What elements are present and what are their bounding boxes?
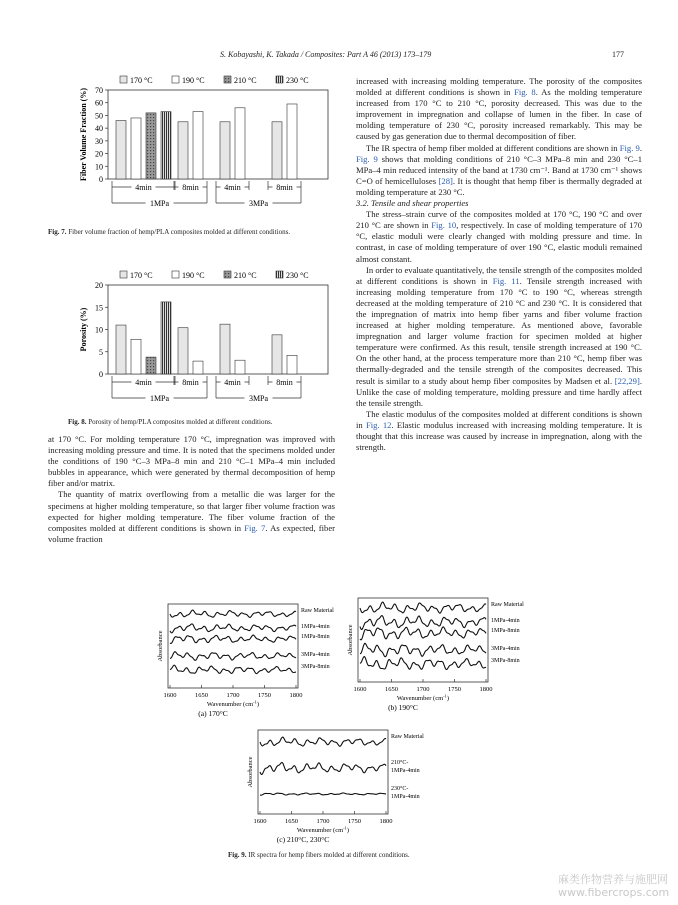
fig7-y-tick-label: 60 bbox=[95, 98, 103, 108]
fig7-y-tick-label: 0 bbox=[99, 175, 103, 184]
fig7-legend-label: 170 °C bbox=[130, 76, 153, 85]
ir-trace-label: Raw Material bbox=[301, 608, 334, 614]
ir-x-tick-label: 1750 bbox=[448, 686, 461, 693]
fig7-bar bbox=[220, 122, 230, 179]
fig8-caption bbox=[68, 418, 348, 427]
fig7-bar bbox=[178, 122, 188, 179]
ir-x-tick-label: 1700 bbox=[316, 818, 330, 825]
fig7-pressure-label: 3MPa bbox=[248, 199, 269, 208]
fig7-y-tick-label: 50 bbox=[95, 111, 103, 121]
fig8-y-axis-label: Porosity (%) bbox=[79, 307, 88, 352]
fig9-panel-a bbox=[150, 598, 350, 722]
fig7-legend-swatch bbox=[224, 76, 231, 83]
fig7-group-label: 8min bbox=[276, 183, 293, 192]
fig7-bar bbox=[116, 121, 126, 179]
right-p1-text-b: . As the molding temperature increased from 170 °C to 210 °C, porosity decreased. This was due to the improvement in impregnation and collapse of lumen in the fiber. In case of molding temperature of 230 °C, porosity increased remarkably. This may be caused by gas generation due to thermal decomposition of fiber. bbox=[356, 87, 643, 142]
fig9-caption bbox=[228, 851, 548, 860]
ir-y-axis-label: Absorbance bbox=[347, 624, 354, 656]
fig7-bar bbox=[193, 112, 203, 179]
fig7-y-tick-label: 40 bbox=[95, 124, 103, 134]
left-p2-text-b: . As expected, fiber volume fraction bbox=[48, 522, 335, 544]
fig8-y-tick-label: 15 bbox=[95, 303, 103, 313]
right-column-text bbox=[356, 76, 642, 453]
ir-trace-label: 3MPa-8min bbox=[491, 658, 520, 664]
right-paragraph-4 bbox=[356, 265, 642, 409]
fig8-legend-label: 230 °C bbox=[286, 271, 309, 280]
fig7-y-axis-label: Fiber Volume Fraction (%) bbox=[79, 88, 88, 181]
ir-x-tick-label: 1600 bbox=[253, 818, 267, 825]
ref-28-link[interactable]: [28] bbox=[438, 175, 453, 186]
right-paragraph-1 bbox=[356, 76, 642, 143]
right-p4-text-a: In order to evaluate quantitatively, the tensile strength of the composites molded at different conditions is shown in bbox=[356, 264, 642, 286]
fig8-bar bbox=[161, 302, 171, 374]
fig7-legend-swatch bbox=[120, 76, 127, 83]
ir-y-axis-label: Absorbance bbox=[247, 756, 254, 788]
right-p2-text-b: shows that molding conditions of 210 °C–3 MPa–8 min and 230 °C–1 MPa–4 min reduced intensity of the band at 1730 cm⁻¹. Band at 1730 cm⁻¹ shows C=O of hemicelluloses bbox=[356, 153, 642, 186]
right-p5-text-b: . Elastic modulus increased with increasing molding temperature. It is thought that this increase was caused by increase in impregnation, along with the strength. bbox=[356, 419, 642, 453]
ir-panel-subtitle: (a) 170°C bbox=[198, 709, 228, 718]
fig8-bar bbox=[193, 361, 203, 374]
fig9-panel-c bbox=[240, 724, 440, 848]
ir-trace-label: 1MPa-8min bbox=[301, 634, 330, 640]
fig7-y-tick-label: 10 bbox=[95, 162, 103, 172]
fig8-group-label: 8min bbox=[276, 378, 293, 387]
fig8-bar bbox=[131, 339, 141, 374]
ir-x-tick-label: 1700 bbox=[226, 692, 240, 699]
ref-22-29-link[interactable]: [22,29] bbox=[614, 375, 640, 386]
ir-x-tick-label: 1800 bbox=[379, 818, 393, 825]
ir-x-tick-label: 1650 bbox=[285, 818, 298, 825]
fig7-bar bbox=[161, 112, 171, 179]
fig8-legend-label: 190 °C bbox=[182, 271, 205, 280]
fig8-legend-swatch bbox=[276, 271, 283, 278]
fig8-group-label: 4min bbox=[135, 378, 152, 387]
fig7-legend-label: 190 °C bbox=[182, 76, 205, 85]
ir-x-tick-label: 1600 bbox=[353, 686, 367, 693]
watermark-line-2: www.fibercrops.com bbox=[558, 886, 670, 899]
ir-trace-label: 230°C- bbox=[391, 786, 409, 792]
left-paragraph-1: at 170 °C. For molding temperature 170 °C, impregnation was improved with increasing molding pressure and time. It is noted that the specimens molded under the conditions of 190 °C–3 MPa–8 min and 210 °C–1 MPa–4 min included bubbles in appearance, which were generated by thermal decomposition of hemp fiber and/or matrix. bbox=[48, 434, 335, 489]
fig7-pressure-label: 1MPa bbox=[149, 199, 170, 208]
fig8-legend-swatch bbox=[224, 271, 231, 278]
right-p1-text-a: increased with increasing molding temperature. The porosity of the composites molded at different conditions is shown in bbox=[356, 76, 642, 98]
fig8-pressure-label: 1MPa bbox=[149, 394, 170, 403]
ir-y-axis-label: Absorbance bbox=[157, 630, 164, 662]
running-header bbox=[0, 50, 678, 64]
fig8-bar bbox=[146, 357, 156, 374]
fig8-caption-label: Fig. 8. bbox=[68, 418, 87, 426]
ir-x-tick-label: 1750 bbox=[258, 692, 271, 699]
ir-trace-label: 1MPa-8min bbox=[491, 628, 520, 634]
right-p2-text-c: . It is thought that hemp fiber is thermally degraded at molding temperature at 230 °C. bbox=[356, 175, 642, 197]
ir-trace-label: 3MPa-8min bbox=[301, 664, 330, 670]
ir-spectrum-trace bbox=[360, 643, 486, 657]
fig7-caption-text: Fiber volume fraction of hemp/PLA composites molded at different conditions. bbox=[68, 228, 291, 236]
ir-trace-label: 1MPa-4min bbox=[391, 768, 420, 774]
fig8-y-tick-label: 5 bbox=[99, 347, 103, 357]
ir-x-axis-label: Wavenumber $(cm^{-1})$ bbox=[396, 693, 450, 702]
ir-trace-label: Raw Material bbox=[391, 734, 424, 740]
fig7-caption-label: Fig. 7. bbox=[48, 228, 67, 236]
fig9-caption-label: Fig. 9. bbox=[228, 851, 247, 859]
ir-spectrum-trace bbox=[360, 657, 486, 670]
ir-trace-label: 1MPa-4min bbox=[391, 794, 420, 800]
fig8-legend-swatch bbox=[120, 271, 127, 278]
fig7-group-label: 4min bbox=[224, 183, 241, 192]
fig7-bar bbox=[235, 108, 245, 179]
fig8-legend-label: 210 °C bbox=[234, 271, 257, 280]
fig9-link-2[interactable]: Fig. 9 bbox=[356, 153, 378, 164]
fig7-bar bbox=[146, 113, 156, 179]
ir-trace-label: 1MPa-4min bbox=[301, 624, 330, 630]
left-p2-text-a: The quantity of matrix overflowing from a metallic die was larger for the specimens at higher molding temperature, so that larger fiber volume fraction was expected for higher molding temperature. The fiber volume fraction of the composites molded at different conditions is shown in bbox=[48, 489, 335, 533]
ir-x-axis-label: Wavenumber $(cm^{-1})$ bbox=[206, 699, 260, 708]
fig9-link-1[interactable]: Fig. 9 bbox=[619, 142, 640, 153]
fig8-y-tick-label: 10 bbox=[95, 325, 103, 335]
ir-spectrum-trace bbox=[260, 737, 386, 746]
right-p5-text-a: The elastic modulus of the composites molded at different conditions is shown in bbox=[356, 408, 642, 430]
ir-spectrum-trace bbox=[360, 616, 486, 630]
fig7-legend-label: 210 °C bbox=[234, 76, 257, 85]
watermark-line-1: 麻类作物营养与施肥网 bbox=[558, 873, 668, 886]
fig7-bar bbox=[131, 118, 141, 179]
left-paragraph-2 bbox=[48, 489, 335, 544]
fig7-bar bbox=[287, 104, 297, 179]
ir-spectrum-trace bbox=[170, 665, 296, 673]
fig7-y-tick-label: 70 bbox=[95, 86, 103, 95]
right-p4-text-b: . Tensile strength increased with increasing molding temperature from 170 °C to 190 °C, whereas strength decreased at the molding temperature of 210 °C and 230 °C. It is considered that the impregnation of matrix into hemp fiber yarns and fiber volume fraction increased at higher molding temperature. As mentioned above, favorable impregnation and larger volume fraction for specimen molded at higher temperature were confirmed. As this result, tensile strength increased at 190 °C. On the other hand, at the process temperature more than 210 °C, hemp fiber was thermally-degraded and the tensile strength of the composites decreased. This result is similar to a study about hemp fiber composites by Madsen et al. bbox=[356, 275, 642, 386]
right-p3-text-a: The stress–strain curve of the composites molded at 170 °C, 190 °C and over 210 °C are shown in bbox=[356, 209, 642, 231]
fig9-caption-text: IR spectra for hemp fibers molded at different conditions. bbox=[248, 851, 410, 859]
fig8-y-tick-label: 0 bbox=[99, 370, 103, 379]
fig8-bar bbox=[287, 355, 297, 374]
fig8-chart bbox=[60, 267, 345, 412]
right-paragraph-3 bbox=[356, 209, 642, 264]
fig7-y-tick-label: 30 bbox=[95, 136, 103, 146]
right-p2-text-mid: . bbox=[639, 142, 642, 153]
ir-x-tick-label: 1650 bbox=[385, 686, 398, 693]
ir-x-tick-label: 1600 bbox=[163, 692, 177, 699]
fig7-bar bbox=[272, 122, 282, 179]
left-column-text bbox=[48, 434, 335, 545]
ir-x-tick-label: 1800 bbox=[479, 686, 493, 693]
fig8-legend-label: 170 °C bbox=[130, 271, 153, 280]
fig7-chart bbox=[60, 72, 345, 220]
ir-spectrum-trace bbox=[360, 627, 486, 640]
fig7-legend-label: 230 °C bbox=[286, 76, 309, 85]
ir-spectrum-trace bbox=[170, 624, 296, 633]
fig8-link[interactable]: Fig. 8 bbox=[514, 87, 536, 98]
right-p2-text-a: The IR spectra of hemp fiber molded at different conditions are shown in bbox=[366, 142, 620, 153]
fig8-pressure-label: 3MPa bbox=[248, 394, 269, 403]
fig8-caption-text: Porosity of hemp/PLA composites molded at different conditions. bbox=[88, 418, 273, 426]
fig7-legend-swatch bbox=[276, 76, 283, 83]
ir-trace-label: 1MPa-4min bbox=[491, 618, 520, 624]
ir-x-tick-label: 1700 bbox=[416, 686, 430, 693]
fig8-bar bbox=[178, 328, 188, 374]
ir-spectrum-trace bbox=[360, 602, 486, 613]
fig9-panel-b bbox=[340, 592, 540, 722]
ir-spectrum-trace bbox=[170, 652, 296, 661]
fig10-link[interactable]: Fig. 10 bbox=[431, 220, 457, 231]
ir-spectrum-trace bbox=[170, 635, 296, 643]
fig8-bar bbox=[235, 360, 245, 374]
right-paragraph-5 bbox=[356, 409, 642, 453]
ir-trace-label: 3MPa-4min bbox=[301, 652, 330, 658]
fig7-link[interactable]: Fig. 7 bbox=[244, 522, 266, 533]
fig8-group-label: 8min bbox=[182, 378, 199, 387]
fig8-group-label: 4min bbox=[224, 378, 241, 387]
ir-plot-frame bbox=[358, 598, 488, 682]
fig11-link[interactable]: Fig. 11 bbox=[492, 275, 520, 286]
ir-x-tick-label: 1650 bbox=[195, 692, 208, 699]
ir-spectrum-trace bbox=[260, 763, 386, 775]
ir-x-tick-label: 1800 bbox=[289, 692, 303, 699]
ir-spectrum-trace bbox=[260, 793, 386, 795]
ir-x-tick-label: 1750 bbox=[348, 818, 361, 825]
right-p3-text-b: , respectively. In case of molding temperature of 170 °C, elastic moduli were clearly changed with molding pressure and time. In contrast, in case of molding temperature of over 190 °C, elastic moduli remained almost constant. bbox=[356, 220, 643, 264]
ir-trace-label: 210°C- bbox=[391, 760, 409, 766]
fig8-legend-swatch bbox=[172, 271, 179, 278]
fig7-caption bbox=[48, 228, 338, 237]
right-paragraph-2 bbox=[356, 143, 642, 198]
right-p4-text-c: . Unlike the case of molding temperature, molding pressure and time hardly affect the tensile strength. bbox=[356, 375, 642, 408]
fig8-bar bbox=[272, 335, 282, 374]
ir-panel-subtitle: (b) 190°C bbox=[388, 703, 418, 712]
fig8-bar bbox=[220, 324, 230, 374]
fig7-group-label: 4min bbox=[135, 183, 152, 192]
running-title: S. Kobayashi, K. Takada / Composites: Part A 46 (2013) 173–179 bbox=[220, 50, 432, 59]
fig7-y-tick-label: 20 bbox=[95, 149, 103, 159]
ir-plot-frame bbox=[168, 604, 298, 688]
fig8-bar bbox=[116, 325, 126, 374]
ir-trace-label: Raw Material bbox=[491, 602, 524, 608]
ir-trace-label: 3MPa-4min bbox=[491, 646, 520, 652]
fig8-y-tick-label: 20 bbox=[95, 281, 103, 290]
fig7-group-label: 8min bbox=[182, 183, 199, 192]
ir-spectrum-trace bbox=[170, 610, 296, 617]
fig12-link[interactable]: Fig. 12 bbox=[365, 419, 392, 430]
watermark bbox=[558, 873, 669, 899]
fig7-legend-swatch bbox=[172, 76, 179, 83]
section-heading: 3.2. Tensile and shear properties bbox=[356, 198, 469, 209]
page-number: 177 bbox=[612, 50, 624, 59]
ir-panel-subtitle: (c) 210°C, 230°C bbox=[276, 835, 330, 844]
ir-x-axis-label: Wavenumber $(cm^{-1})$ bbox=[296, 825, 350, 834]
